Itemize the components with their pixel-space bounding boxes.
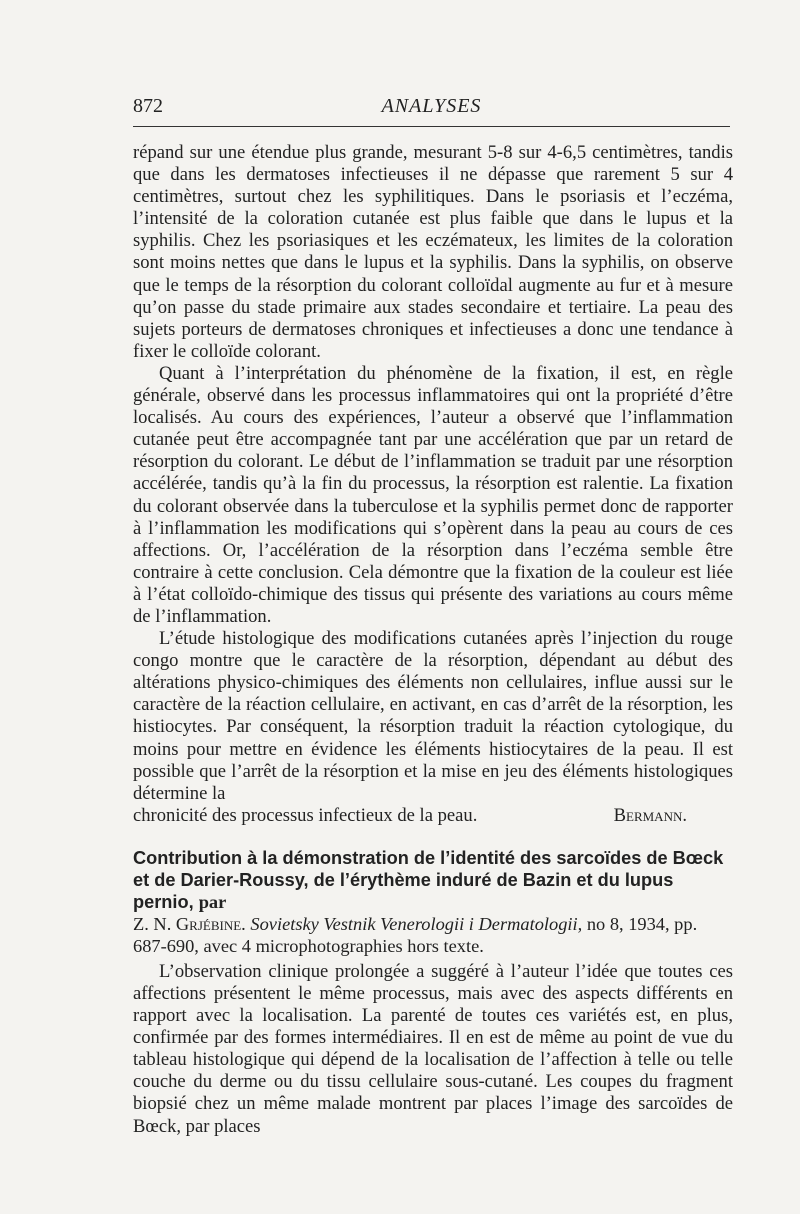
article-heading: [133, 847, 733, 913]
page-header: [133, 95, 730, 123]
body-text: [133, 142, 733, 1138]
article-citation: [133, 913, 733, 957]
page-number: 872: [133, 95, 163, 117]
reviewer-signature: Bermann.: [613, 804, 687, 826]
review1-closing-line: [133, 805, 733, 827]
review1-last-line: chronicité des processus infectieux de la peau.: [133, 804, 478, 826]
review1-paragraph-2: Quant à l’interprétation du phénomène de la fixation, il est, en règle générale, observé dans les processus inflammatoires qui ont la propriété d’être localisés. Au cours des expériences, l’auteur a observé que l’inflammation cutanée peut être accompagnée tant par une accélération que par un retard de résorption du colorant. Le début de l’inflammation se traduit par une résorption accélérée, tandis qu’à la fin du processus, la résorption est ralentie. La fixation du colorant observée dans la tuberculose et la syphilis permet donc de rapporter à l’inflammation les modifications qui s’opèrent dans la peau au cours de ces affections. Or, l’accélération de la résorption dans l’eczéma semble être contraire à cette conclusion. Cela démontre que la fixation de la couleur est liée à l’état colloïdo-chimique des tissus qui présente des variations au cours même de l’inflammation.: [133, 362, 733, 627]
citation-details: no 8, 1934, pp. 687-690, avec 4 microphotographies hors texte.: [133, 913, 698, 956]
citation-author: Z. N. Grjébine.: [133, 913, 246, 934]
header-rule: [133, 126, 730, 127]
review2-paragraph-1: L’observation clinique prolongée a suggéré à l’auteur l’idée que toutes ces affections présentent le même processus, mais avec des aspects différents en rapport avec la localisation. La parenté de toutes ces variétés est, en plus, confirmée par des formes intermédiaires. Il en est de même au point de vue du tableau histologique qui dépend de la localisation de l’affection à telle ou telle couche du derme ou du tissu cellulaire sous-cutané. Les coupes du fragment biopsié chez un même malade montrent par places l’image des sarcoïdes de Bœck, par places: [133, 960, 733, 1137]
running-title: ANALYSES: [381, 95, 482, 117]
article-title: Contribution à la démonstration de l’identité des sarcoïdes de Bœck et de Darier-Roussy, de l’érythème induré de Bazin et du lupus pernio,: [133, 847, 724, 912]
review1-paragraph-3: L’étude histologique des modifications cutanées après l’injection du rouge congo montre que le caractère de la résorption, dépendant au début des altérations physico-chimiques des éléments non cellulaires, influe aussi sur le caractère de la réaction cellulaire, en activant, en cas d’arrêt de la résorption, les histiocytes. Par conséquent, la résorption traduit la réaction cytologique, du moins pour mettre en évidence les éléments histiocytaires de la peau. Il est possible que l’arrêt de la résorption et la mise en jeu des éléments histologiques détermine la: [133, 628, 733, 804]
citation-par: par: [198, 891, 227, 912]
citation-journal: Sovietsky Vestnik Venerologii i Dermatologii,: [250, 913, 583, 934]
review1-paragraph-1: répand sur une étendue plus grande, mesurant 5-8 sur 4-6,5 centimètres, tandis que dans les dermatoses infectieuses il ne dépasse que rarement 5 sur 4 centimètres, surtout chez les syphilitiques. Dans le psoriasis et l’eczéma, l’intensité de la coloration cutanée est plus faible que dans le lupus et la syphilis. Chez les psoriasiques et les eczémateux, les limites de la coloration sont moins nettes que dans le lupus et la syphilis. Dans la syphilis, on observe que le temps de la résorption du colorant colloïdal augmente au fur et à mesure qu’on passe du stade primaire aux stades secondaire et tertiaire. La peau des sujets porteurs de dermatoses chroniques et infectieuses a donc une tendance à fixer le colloïde colorant.: [133, 142, 733, 362]
